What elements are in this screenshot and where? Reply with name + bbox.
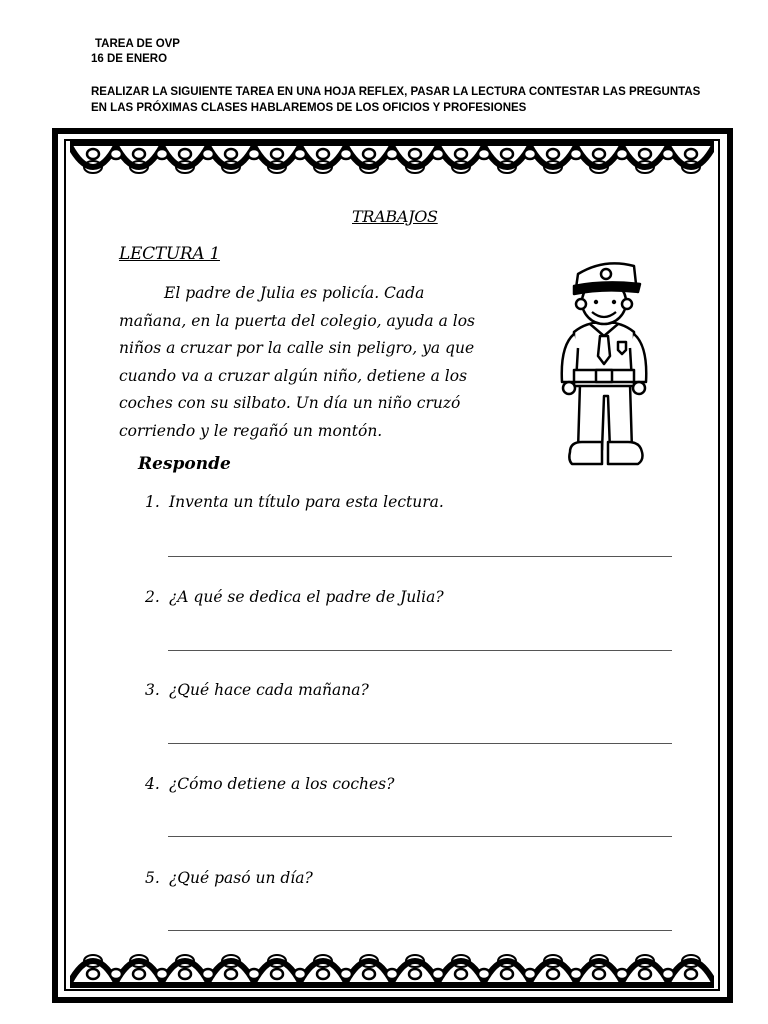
policeman-icon: [556, 256, 652, 472]
border-ring: [110, 149, 122, 159]
reading-line: El padre de Julia es policía. Cada: [164, 284, 425, 302]
decorative-border-bottom: [70, 936, 714, 988]
reading-passage: [119, 280, 549, 445]
border-ring: [87, 149, 99, 159]
border-ring: [156, 149, 168, 159]
question-item: [145, 493, 444, 511]
border-ring: [593, 969, 605, 979]
border-ring: [570, 149, 582, 159]
answer-line: [168, 930, 672, 931]
question-item: [145, 775, 394, 793]
question-item: [145, 588, 444, 606]
border-ring: [501, 969, 513, 979]
border-ring: [524, 969, 536, 979]
instruction-line-1: REALIZAR LA SIGUIENTE TAREA EN UNA HOJA REFLEX, PASAR LA LECTURA CONTESTAR LAS PREGUNTAS: [91, 86, 701, 98]
border-ring: [386, 149, 398, 159]
border-ring: [248, 149, 260, 159]
homework-date: 16 DE ENERO: [91, 53, 168, 65]
border-ring: [202, 969, 214, 979]
border-ring: [179, 149, 191, 159]
border-ring: [455, 969, 467, 979]
reading-line: corriendo y le regañó un montón.: [119, 421, 383, 440]
question-number: 2.: [145, 588, 160, 606]
border-ring: [225, 969, 237, 979]
border-ring: [179, 969, 191, 979]
question-text: ¿Qué pasó un día?: [169, 869, 313, 887]
border-ring: [294, 149, 306, 159]
border-ring: [340, 149, 352, 159]
border-ring: [432, 149, 444, 159]
border-ring: [547, 969, 559, 979]
border-ring: [317, 969, 329, 979]
question-number: 3.: [145, 681, 160, 699]
border-ring: [639, 149, 651, 159]
responde-label: Responde: [138, 454, 231, 474]
border-ring: [455, 149, 467, 159]
question-text: ¿A qué se dedica el padre de Julia?: [169, 588, 444, 606]
question-text: Inventa un título para esta lectura.: [169, 493, 444, 511]
border-ring: [363, 969, 375, 979]
question-item: [145, 869, 313, 887]
homework-title: TAREA DE OVP: [95, 38, 180, 50]
border-ring: [133, 969, 145, 979]
border-ring: [409, 969, 421, 979]
border-ring: [156, 969, 168, 979]
border-ring: [685, 969, 697, 979]
border-ring: [202, 149, 214, 159]
border-ring: [593, 149, 605, 159]
border-ring: [547, 149, 559, 159]
reading-line: mañana, en la puerta del colegio, ayuda a los: [119, 311, 476, 330]
border-ring: [662, 149, 674, 159]
question-number: 1.: [145, 493, 160, 511]
border-ring: [225, 149, 237, 159]
reading-line: niños a cruzar por la calle sin peligro, ya que: [119, 339, 475, 357]
border-ring: [501, 149, 513, 159]
decorative-border-top: [70, 140, 714, 192]
reading-title: LECTURA 1: [119, 244, 220, 264]
reading-line: coches con su silbato. Un día un niño cruzó: [119, 394, 461, 412]
answer-line: [168, 743, 672, 744]
border-ring: [616, 149, 628, 159]
border-ring: [662, 969, 674, 979]
border-ring: [432, 969, 444, 979]
border-ring: [685, 149, 697, 159]
border-ring: [271, 969, 283, 979]
question-text: ¿Cómo detiene a los coches?: [169, 775, 395, 793]
border-ring: [271, 149, 283, 159]
answer-line: [168, 556, 672, 557]
border-ring: [570, 969, 582, 979]
answer-line: [168, 836, 672, 837]
border-ring: [524, 149, 536, 159]
question-text: ¿Qué hace cada mañana?: [169, 681, 369, 699]
border-ring: [133, 149, 145, 159]
reading-line: cuando va a cruzar algún niño, detiene a los: [119, 366, 468, 385]
border-ring: [386, 969, 398, 979]
answer-line: [168, 650, 672, 651]
border-ring: [294, 969, 306, 979]
instruction-line-2: EN LAS PRÓXIMAS CLASES HABLAREMOS DE LOS OFICIOS Y PROFESIONES: [91, 102, 527, 114]
question-item: [145, 681, 369, 699]
question-number: 4.: [145, 775, 160, 793]
border-ring: [248, 969, 260, 979]
border-ring: [110, 969, 122, 979]
border-ring: [639, 969, 651, 979]
border-ring: [478, 969, 490, 979]
question-number: 5.: [145, 869, 160, 887]
border-ring: [363, 149, 375, 159]
border-ring: [478, 149, 490, 159]
border-ring: [87, 969, 99, 979]
border-ring: [317, 149, 329, 159]
border-ring: [340, 969, 352, 979]
border-ring: [616, 969, 628, 979]
page-title: TRABAJOS: [352, 207, 438, 226]
border-ring: [409, 149, 421, 159]
